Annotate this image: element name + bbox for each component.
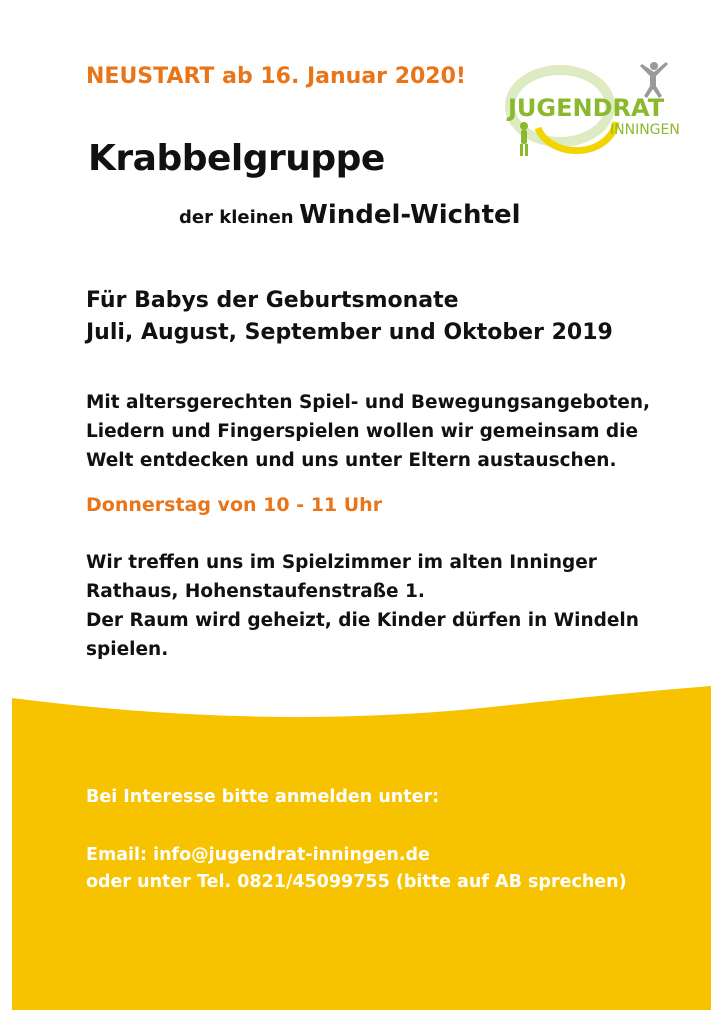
restart-date-heading: NEUSTART ab 16. Januar 2020! xyxy=(86,64,466,89)
contact-intro: Bei Interesse bitte anmelden unter: xyxy=(86,787,440,807)
contact-email[interactable]: Email: info@jugendrat-inningen.de xyxy=(86,845,430,865)
subtitle-prefix: der kleinen xyxy=(179,207,294,228)
schedule-time: Donnerstag von 10 - 11 Uhr xyxy=(86,494,383,516)
location-line: Rathaus, Hohenstaufenstraße 1. xyxy=(86,581,425,602)
subtitle-group-name: Windel-Wichtel xyxy=(299,200,521,230)
description-line: Liedern und Fingerspielen wollen wir gemeinsam die xyxy=(86,421,639,442)
description-line: Mit altersgerechten Spiel- und Bewegungsangeboten, xyxy=(86,392,651,413)
jugendrat-inningen-logo xyxy=(498,58,698,162)
location-line: Der Raum wird geheizt, die Kinder dürfen in Windeln xyxy=(86,610,639,631)
contact-details xyxy=(86,842,627,896)
logo-graphic xyxy=(498,58,698,162)
description-line: Welt entdecken und uns unter Eltern austauschen. xyxy=(86,450,617,471)
audience-heading xyxy=(86,285,613,349)
contact-phone: oder unter Tel. 0821/45099755 (bitte auf AB sprechen) xyxy=(86,872,627,892)
description-paragraph xyxy=(86,388,650,475)
location-line: spielen. xyxy=(86,639,169,660)
logo-text-inningen: INNINGEN xyxy=(610,122,680,138)
logo-text-jugendrat: JUGENDRAT xyxy=(508,94,665,122)
page-title: Krabbelgruppe xyxy=(88,138,385,179)
location-line: Wir treffen uns im Spielzimmer im alten Inninger xyxy=(86,552,597,573)
location-paragraph xyxy=(86,548,639,664)
audience-line: Für Babys der Geburtsmonate xyxy=(86,288,459,313)
audience-months: Juli, August, September und Oktober 2019 xyxy=(86,320,613,345)
group-subtitle xyxy=(179,200,521,230)
